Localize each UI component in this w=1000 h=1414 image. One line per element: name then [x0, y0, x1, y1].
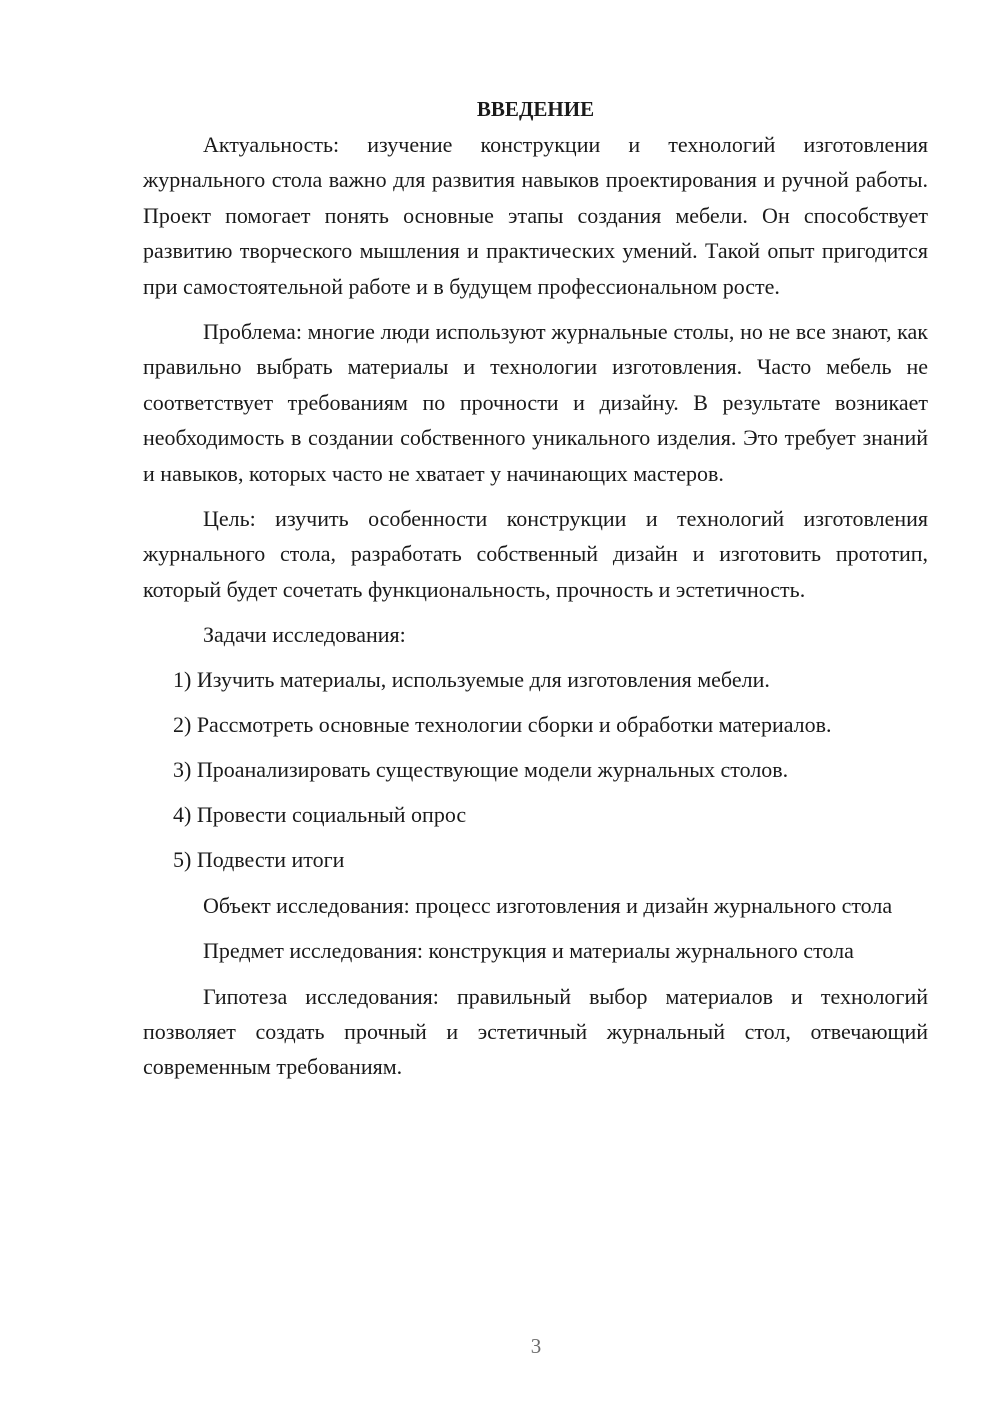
- task-item: 4) Провести социальный опрос: [173, 802, 467, 828]
- object-paragraph: Объект исследования: процесс изготовления и дизайн журнального стола: [203, 892, 893, 918]
- subject-paragraph: Предмет исследования: конструкция и материалы журнального стола: [203, 938, 854, 964]
- task-item: 1) Изучить материалы, используемые для изготовления мебели.: [173, 667, 770, 693]
- tasks-list: [143, 662, 928, 877]
- task-item: 2) Рассмотреть основные технологии сборки и обработки материалов.: [173, 712, 832, 738]
- relevance-paragraph: Актуальность: изучение конструкции и технологий изготовления журнального стола важно для развития навыков проектирования и ручной работы. Проект помогает понять основные этапы создания мебели. Он способствует развитию творческого мышления и практических умений. Такой опыт пригодится при самостоятельной работе и в будущем профессиональном росте.: [143, 132, 928, 299]
- section-title: ВВЕДЕНИЕ: [476, 97, 595, 121]
- page-content: [143, 92, 928, 1085]
- tasks-heading: Задачи исследования:: [203, 622, 406, 648]
- problem-paragraph: Проблема: многие люди используют журнальные столы, но не все знают, как правильно выбрать материалы и технологии изготовления. Часто мебель не соответствует требованиям по прочности и дизайну. В результате возникает необходимость в создании собственного уникального изделия. Это требует знаний и навыков, которых часто не хватает у начинающих мастеров.: [143, 319, 928, 486]
- task-item: 3) Проанализировать существующие модели журнальных столов.: [173, 757, 789, 783]
- page-number: 3: [530, 1334, 542, 1358]
- task-item: 5) Подвести итоги: [173, 847, 345, 873]
- goal-paragraph: Цель: изучить особенности конструкции и технологий изготовления журнального стола, разработать собственный дизайн и изготовить прототип, который будет сочетать функциональность, прочность и эстетичность.: [143, 506, 928, 602]
- hypothesis-paragraph: Гипотеза исследования: правильный выбор материалов и технологий позволяет создать прочный и эстетичный журнальный стол, отвечающий современным требованиям.: [143, 983, 928, 1080]
